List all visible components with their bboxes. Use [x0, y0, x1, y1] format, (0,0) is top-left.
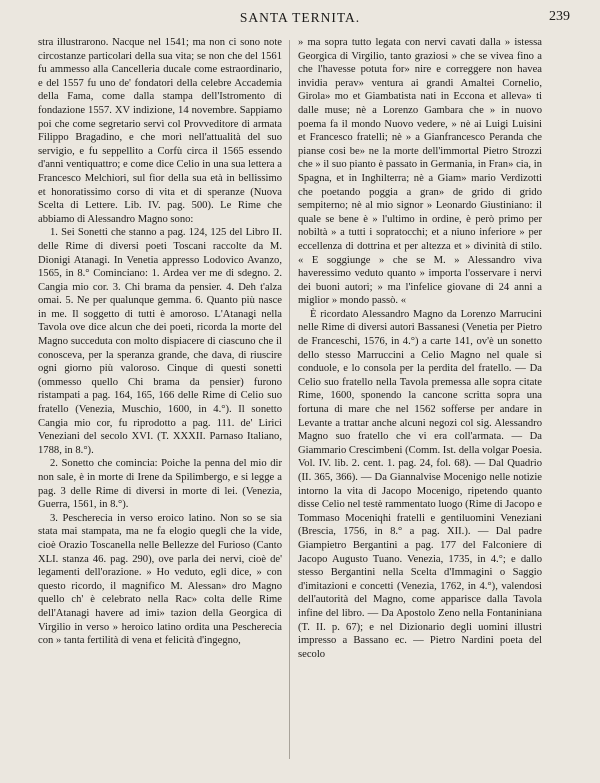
paragraph: È ricordato Alessandro Magno da Lorenzo Marrucini nelle Rime di diversi autori Bassanesi (Venetia per Pietro de Franceschi, 1576, in 4.°) a carte 141, ov'è un sonetto dello stesso Marruccini a Celio Magno nel quale si conduole, e lo consola per la perdita del fratello. — Da Celio suo fratello nella Tavola premessa alle sopra citate Rime, 1600, sponendo la cancone scritta sopra una fortuna di mare che nel 1562 sofferse per andare in Levante a trattar anche alcuni negozi col sig. Alessandro Magno suo fratello che vi era coll'armata. — Da Giammario Crescimbeni (Comm. Ist. della volgar Poesia. Vol. IV. lib. 2. cent. 1. pag. 24, fol. 68). — Dal Quadrio (II. 365, 366). — Da Giannalvise Mocenigo nelle notizie intorno la vita di Jacopo Mocenigo, ripetendo quanto disse Celio nel testè rammentato luogo (Rime di Jacopo e Tommaso Moceniqhi fratelli e gentiluomini Veneziani (Brescia, 1756, in 8.° a pag. XII.). — Dal padre Giampietro Bergantini a pag. 177 del Falconiere di Jacopo Augusto Tuano. Venezia, 1735, in 4.°; e dallo stesso Bergantini nella Scelta d'Immagini o Saggio d'imitazioni e concetti (Venezia, 1762, in 4.°), valendosi dell'autorità del Magno, come apparisce dalla Tavola infine del libro. — Da Apostolo Zeno nella Fontaniniana (T. II. p. 67); e nel Dizionario degli uomini illustri impresso a Bassano ec. — Pietro Nardini poeta del secolo	[298, 308, 542, 660]
paragraph: 1. Sei Sonetti che stanno a pag. 124, 125 del Libro II. delle Rime di diversi poeti Toscani raccolte da M. Dionigi Atanagi. In Venetia appresso Lodovico Avanzo, 1565, in 8.° Cominciano: 1. Ardea ver me di sdegno. 2. Cangia mio cor. 3. Chi brama da pensier. 4. Deh t'alza omai. 5. Ne per qualunque gemma. 6. Quanto più nasce in me. Il soggetto di tutti è amoroso. L'Atanagi nella Tavola ove dice alcun che dei poeti, ricorda la morte del Magno succeduta con molto dispiacere di ciascuno che il conosceva, per la speranza grande, che dava, di riuscire ogni giorno più valoroso. Cinque di questi sonetti (ommesso quello Chi brama da pensier) furono ristampati a pag. 164, 165, 166 delle Rime di Celio suo fratello (Venezia, Muschio, 1600, in 4.°). Il sonetto Cangia mio cor, fu riprodotto a pag. 111. de' Lirici Veneziani del secolo XVI. (T. XXXII. Parnaso Italiano, 1788, in 8.°).	[38, 227, 282, 456]
paragraph: » ma sopra tutto legata con nervi cavati dalla » istessa Georgica di Virgilio, tanto graziosi » che se vivea fino a che l'havesse potuta for» nire e correggere non havea invidia perav» ventura ai grandi Amaltei Cornelio, Girola» mo et Giambatista nati in Eccona et alleva» ti dalle muse; nè a Lorenzo Gambara che » in nuovo poema fa il mondo Nuovo vedere, » nè ai Luigi Luisini et Francesco fratelli; nè » a Gianfrancesco Peranda che pianse cosi be» ne la morte dell'immortal Pietro Strozzi che » il suo pianto è passato in Germania, in Fran» cia, in Spagna, et in Inghilterra; nè a Giam» mario Verdizotti che poetando poggia a gran» de grido di grido sempiterno; nè al mio signor » Leonardo Giustiniano: il quale se bene è » l'ultimo in ordine, è però primo per nobiltà » a tutti i sopratocchi; et a niuno inferiore » per eccellenza di dottrina et per altezza et » divinità di stilo. « E soggiunge » che se M. » Alessandro viva haveressimo veduto quanto » importa l'osservare i nervi dei buoni autori; » ma l'infelice giovane di 24 anni a miglior » mondo passò. «	[298, 37, 542, 307]
left-column	[38, 36, 282, 648]
page-number: 239	[549, 9, 570, 24]
right-column	[298, 36, 542, 661]
paragraph: 2. Sonetto che comincia: Poiche la penna del mio dir non sale, è in morte di Irene da Spilimbergo, e si legge a pag. 3 delle Rime di diversi in morte di lei. (Venezia, Guerra, 1561, in 8.°).	[38, 458, 282, 511]
running-title: SANTA TERNITA.	[239, 10, 361, 25]
paragraph: stra illustrarono. Nacque nel 1541; ma non ci sono note circostanze particolari della sua vita; se non che del 1561 fu ammesso alla Cancelleria ducale come estraordinario, e del 1557 fu uno de' fondatori della celebre Accademia della Fama, come dalla stampa dell'Istromento di fondazione 1557. XV indizione, 14 novembre. Sappiamo poi che come segretario servì col Provveditore di armata Filippo Bragadino, e che morì nell'attualità del suo servigio, e fu seppellito a Corfù circa il 1565 essendo d'anni ventiquattro; e come dice Celio in una sua lettera a Francesco Melchiori, sul fior della sua età in bellissimo et honoratissimo corso di vita et di speranze (Nuova Scelta di Lettere. Lib. IV. pag. 500). Le Rime che abbiamo di Alessandro Magno sono:	[38, 37, 282, 225]
page-header	[16, 6, 584, 32]
column-divider	[289, 40, 290, 759]
paragraph: 3. Pescherecia in verso eroico latino. Non so se sia stata mai stampata, ma ne fa elogio quegli che la vide, cioè Orazio Toscanella nelle Bellezze del Furioso (Canto XLI. stanza 46. pag. 290), ove parla dei nervi, cioè de' legamenti dell'orazione. » Ho veduto, egli dice, » con questo ricordo, il magnifico M. Alessan» dro Magno quello ch' è celebrato nella Rac» colta delle Rime dell'Atanagi havere ad imi» tazion della Georgica di Virgilio in verso » heroico latino ordita una Pescherecia con » tanta fertilità di vena et felicità d'ingegno,	[38, 512, 282, 647]
